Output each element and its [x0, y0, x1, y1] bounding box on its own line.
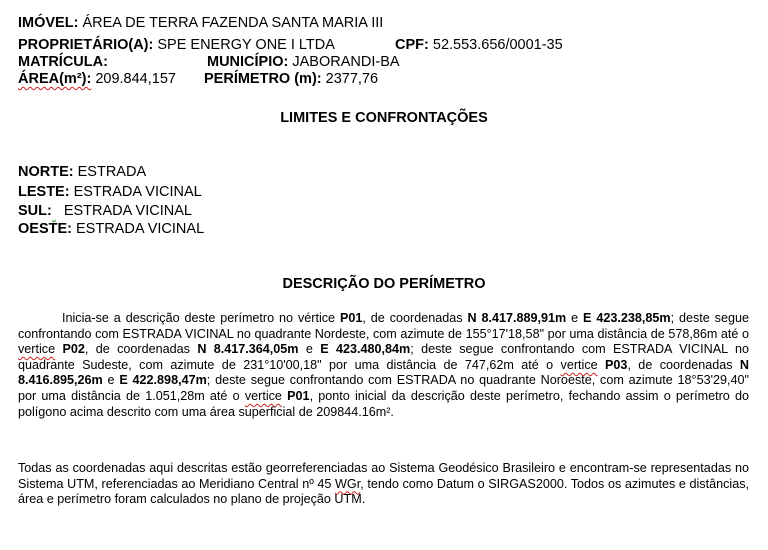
leste-label: LESTE: — [18, 184, 70, 200]
vertex-label: P01 — [339, 311, 363, 325]
vertex-label: P01 — [287, 388, 310, 403]
coordinate-n: N 8.417.889,91m — [467, 311, 567, 325]
desc-text: , de coordenadas — [362, 311, 468, 325]
perimetro-value: 2377,76 — [325, 71, 379, 87]
desc-text: , de coordenadas — [84, 342, 198, 357]
desc-text: e — [566, 311, 584, 325]
desc-text: ; deste segue confrontando com ESTRADA VICINAL no quadrante Sudeste, com azimute de 231°10'00,18" por uma distância de 747,62m até o — [18, 342, 750, 372]
desc-text: , ponto inicial da descrição deste perímetro, fechando assim o perímetro do polígono acima descrito com uma área superficial de 209844.16m². — [18, 388, 749, 419]
desc-text: e — [102, 373, 120, 388]
oeste-value: ESTRADA VICINAL — [76, 221, 205, 237]
imovel-value: ÁREA DE TERRA FAZENDA SANTA MARIA III — [82, 15, 384, 31]
georef-text: , tendo como Datum o SIRGAS2000. Todos os azimutes e distâncias, área e perímetro foram calculados no plano de projeção UTM. — [18, 476, 750, 507]
coordinate-e: E 423.238,85m — [583, 311, 671, 325]
desc-text — [598, 358, 605, 372]
matricula-label: MATRÍCULA: — [18, 54, 108, 70]
proprietario-value: SPE ENERGY ONE I LTDA — [157, 37, 335, 53]
desc-text: , de coordenadas — [627, 357, 740, 372]
proprietario-line — [18, 37, 335, 54]
coordinate-e: E 422.898,47m — [119, 373, 207, 388]
desc-text: Inicia-se a descrição deste perímetro no vértice — [62, 311, 340, 325]
oeste-label: OESTE: — [18, 221, 72, 237]
area-label: ÁREA(m²): — [18, 71, 92, 87]
limit-leste — [18, 184, 202, 201]
cpf-label: CPF: — [395, 37, 429, 53]
limit-norte — [18, 164, 146, 181]
coordinate-n: N 8.417.364,05m — [197, 342, 299, 357]
desc-text: e — [298, 342, 321, 357]
cpf-value: 52.553.656/0001-35 — [432, 37, 563, 53]
desc-text: vertice — [18, 342, 56, 357]
desc-text: ; deste segue confrontando com ESTRADA no quadrante Noroeste, com azimute 18°53'29,40" por uma distância de 1.051,28m até o — [18, 373, 749, 403]
norte-label: NORTE: — [18, 164, 74, 180]
proprietario-label: PROPRIETÁRIO(A): — [18, 37, 154, 53]
vertex-label: P03 — [605, 357, 628, 372]
coordinate-e: E 423.480,84m — [320, 342, 411, 357]
cpf-line — [395, 37, 563, 54]
leste-value: ESTRADA VICINAL — [73, 184, 202, 200]
imovel-line — [18, 15, 383, 32]
sul-label: SUL: — [18, 203, 52, 219]
perimetro-label: PERÍMETRO (m): — [204, 71, 322, 87]
desc-text: vertice — [560, 357, 598, 372]
vertex-label: P02 — [62, 342, 85, 357]
limits-title: LIMITES E CONFRONTAÇÕES — [280, 110, 488, 126]
area-line — [18, 71, 176, 88]
perimetro-line — [204, 71, 378, 88]
limit-sul — [18, 203, 192, 220]
desc-text: vertice — [244, 388, 282, 403]
municipio-label: MUNICÍPIO: — [207, 54, 289, 70]
norte-value: ESTRADA — [77, 164, 147, 180]
limit-oeste — [18, 221, 204, 238]
georef-text: Todas as coordenadas aqui descritas estão georreferenciadas ao Sistema Geodésico Brasileiro e encontram-se representadas no Sistema UTM, referenciadas ao Meridiano Central nº 45 — [18, 461, 749, 491]
municipio-value: JABORANDI-BA — [292, 54, 400, 70]
municipio-line — [207, 54, 400, 71]
imovel-label: IMÓVEL: — [18, 15, 79, 31]
desc-text: ; deste segue confrontando com ESTRADA VICINAL no quadrante Nordeste, com azimute de 155°17'18,58" por uma distância de 578,86m até o — [18, 311, 749, 341]
coordinate-n: N 8.416.895,26m — [18, 357, 749, 388]
matricula-line — [18, 54, 108, 71]
georef-text: WGr — [335, 476, 361, 491]
sul-value: ESTRADA VICINAL — [63, 203, 192, 219]
area-value: 209.844,157 — [95, 71, 176, 87]
georef-paragraph — [18, 461, 749, 508]
perimeter-description — [18, 311, 749, 420]
perimeter-title: DESCRIÇÃO DO PERÍMETRO — [282, 276, 486, 292]
